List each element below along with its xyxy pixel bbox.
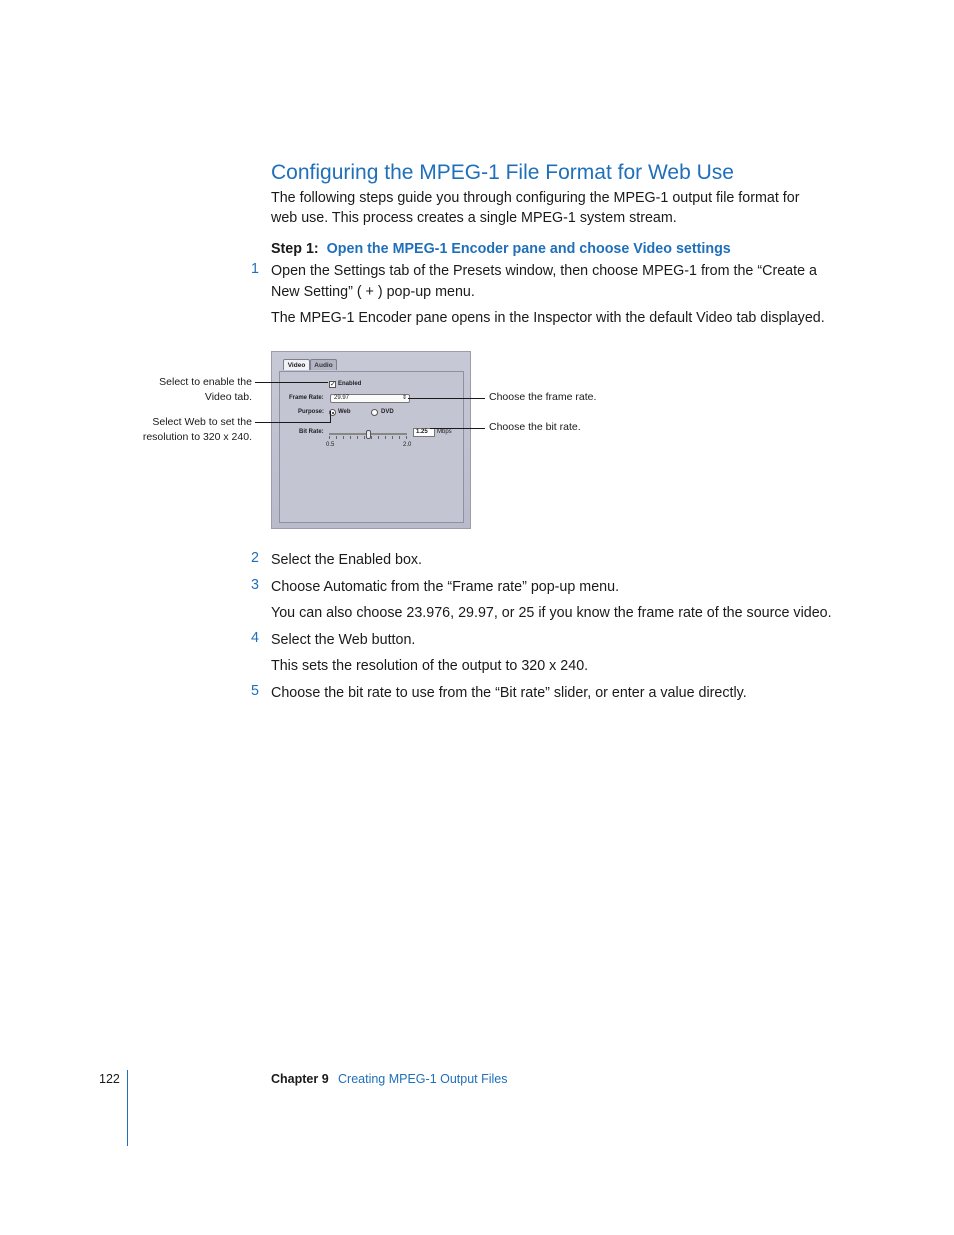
leader-line-web [255,422,330,423]
callout-web-line-2: resolution to 320 x 240. [142,431,252,443]
step-4-text: Select the Web button. [271,632,416,648]
bit-rate-unit: Mbps [437,429,452,435]
frame-rate-label: Frame Rate: [289,395,324,401]
enabled-checkbox[interactable] [329,381,336,388]
web-radio-label: Web [338,409,351,415]
chapter-title: Creating MPEG-1 Output Files [338,1072,508,1086]
slider-max-label: 2.0 [403,442,412,448]
step-1-note: The MPEG-1 Encoder pane opens in the Inspector with the default Video tab displayed. [271,310,825,326]
slider-tick [350,436,351,439]
step-number-1: 1 [251,261,259,277]
mpeg1-encoder-pane [271,351,471,529]
slider-tick [385,436,386,439]
leader-line-enable [255,382,328,383]
slider-min-label: 0.5 [326,442,335,448]
slider-tick [343,436,344,439]
step-4-note: This sets the resolution of the output to 320 x 240. [271,658,589,674]
slider-tick [392,436,393,439]
callout-enable-line-2: Video tab. [204,391,252,403]
frame-rate-value: 29.97 [334,395,350,401]
step-number-4: 4 [251,630,259,646]
tab-audio[interactable]: Audio [310,359,337,370]
slider-tick [399,436,400,439]
step-5-text: Choose the bit rate to use from the “Bit rate” slider, or enter a value directly. [271,685,747,701]
callout-web [120,415,252,445]
bit-rate-slider-thumb[interactable] [366,430,371,439]
dvd-radio-button[interactable] [371,409,378,416]
step-number-3: 3 [251,577,259,593]
leader-line-frame-rate [408,398,485,399]
tab-video[interactable]: Video [283,359,310,370]
bit-rate-label: Bit Rate: [299,429,324,435]
callout-enable-line-1: Select to enable the [159,376,252,388]
checkmark-icon: ✓ [330,381,336,388]
step-2-text: Select the Enabled box. [271,552,423,568]
slider-tick [364,436,365,439]
chapter-label: Chapter 9 [271,1072,329,1086]
step-heading [271,241,731,257]
step-number-5: 5 [251,683,259,699]
callout-bit-rate: Choose the bit rate. [489,421,581,433]
intro-line-1: The following steps guide you through configuring the MPEG-1 output file format for [271,190,800,206]
bit-rate-field[interactable]: 1.25 [413,428,435,437]
slider-tick [357,436,358,439]
callout-web-line-1: Select Web to set the [152,416,252,428]
step-number-2: 2 [251,550,259,566]
page-number: 122 [99,1072,120,1086]
footer-divider [127,1070,128,1146]
intro-line-2: web use. This process creates a single MPEG-1 system stream. [271,210,677,226]
leader-line-web-vertical [330,411,331,423]
section-heading: Configuring the MPEG-1 File Format for Web Use [271,161,734,184]
popup-arrows-icon: ⇕ [401,395,407,401]
step-1-line-1: Open the Settings tab of the Presets window, then choose MPEG-1 from the “Create a [271,263,817,279]
step-3-note: You can also choose 23.976, 29.97, or 25 if you know the frame rate of the source video. [271,605,832,621]
step-label: Step 1: [271,241,319,257]
slider-tick [336,436,337,439]
dvd-radio-label: DVD [381,409,394,415]
slider-tick [406,436,407,439]
leader-line-bit-rate [430,428,485,429]
enabled-label: Enabled [338,381,362,387]
step-title: Open the MPEG-1 Encoder pane and choose Video settings [326,241,731,257]
frame-rate-popup[interactable] [330,394,410,403]
slider-tick [378,436,379,439]
slider-tick [371,436,372,439]
slider-tick [329,436,330,439]
purpose-label: Purpose: [298,409,325,415]
callout-enable [120,375,252,405]
step-3-text: Choose Automatic from the “Frame rate” pop-up menu. [271,579,620,595]
step-1-line-2: New Setting” ( + ) pop-up menu. [271,284,475,300]
callout-frame-rate: Choose the frame rate. [489,391,597,403]
